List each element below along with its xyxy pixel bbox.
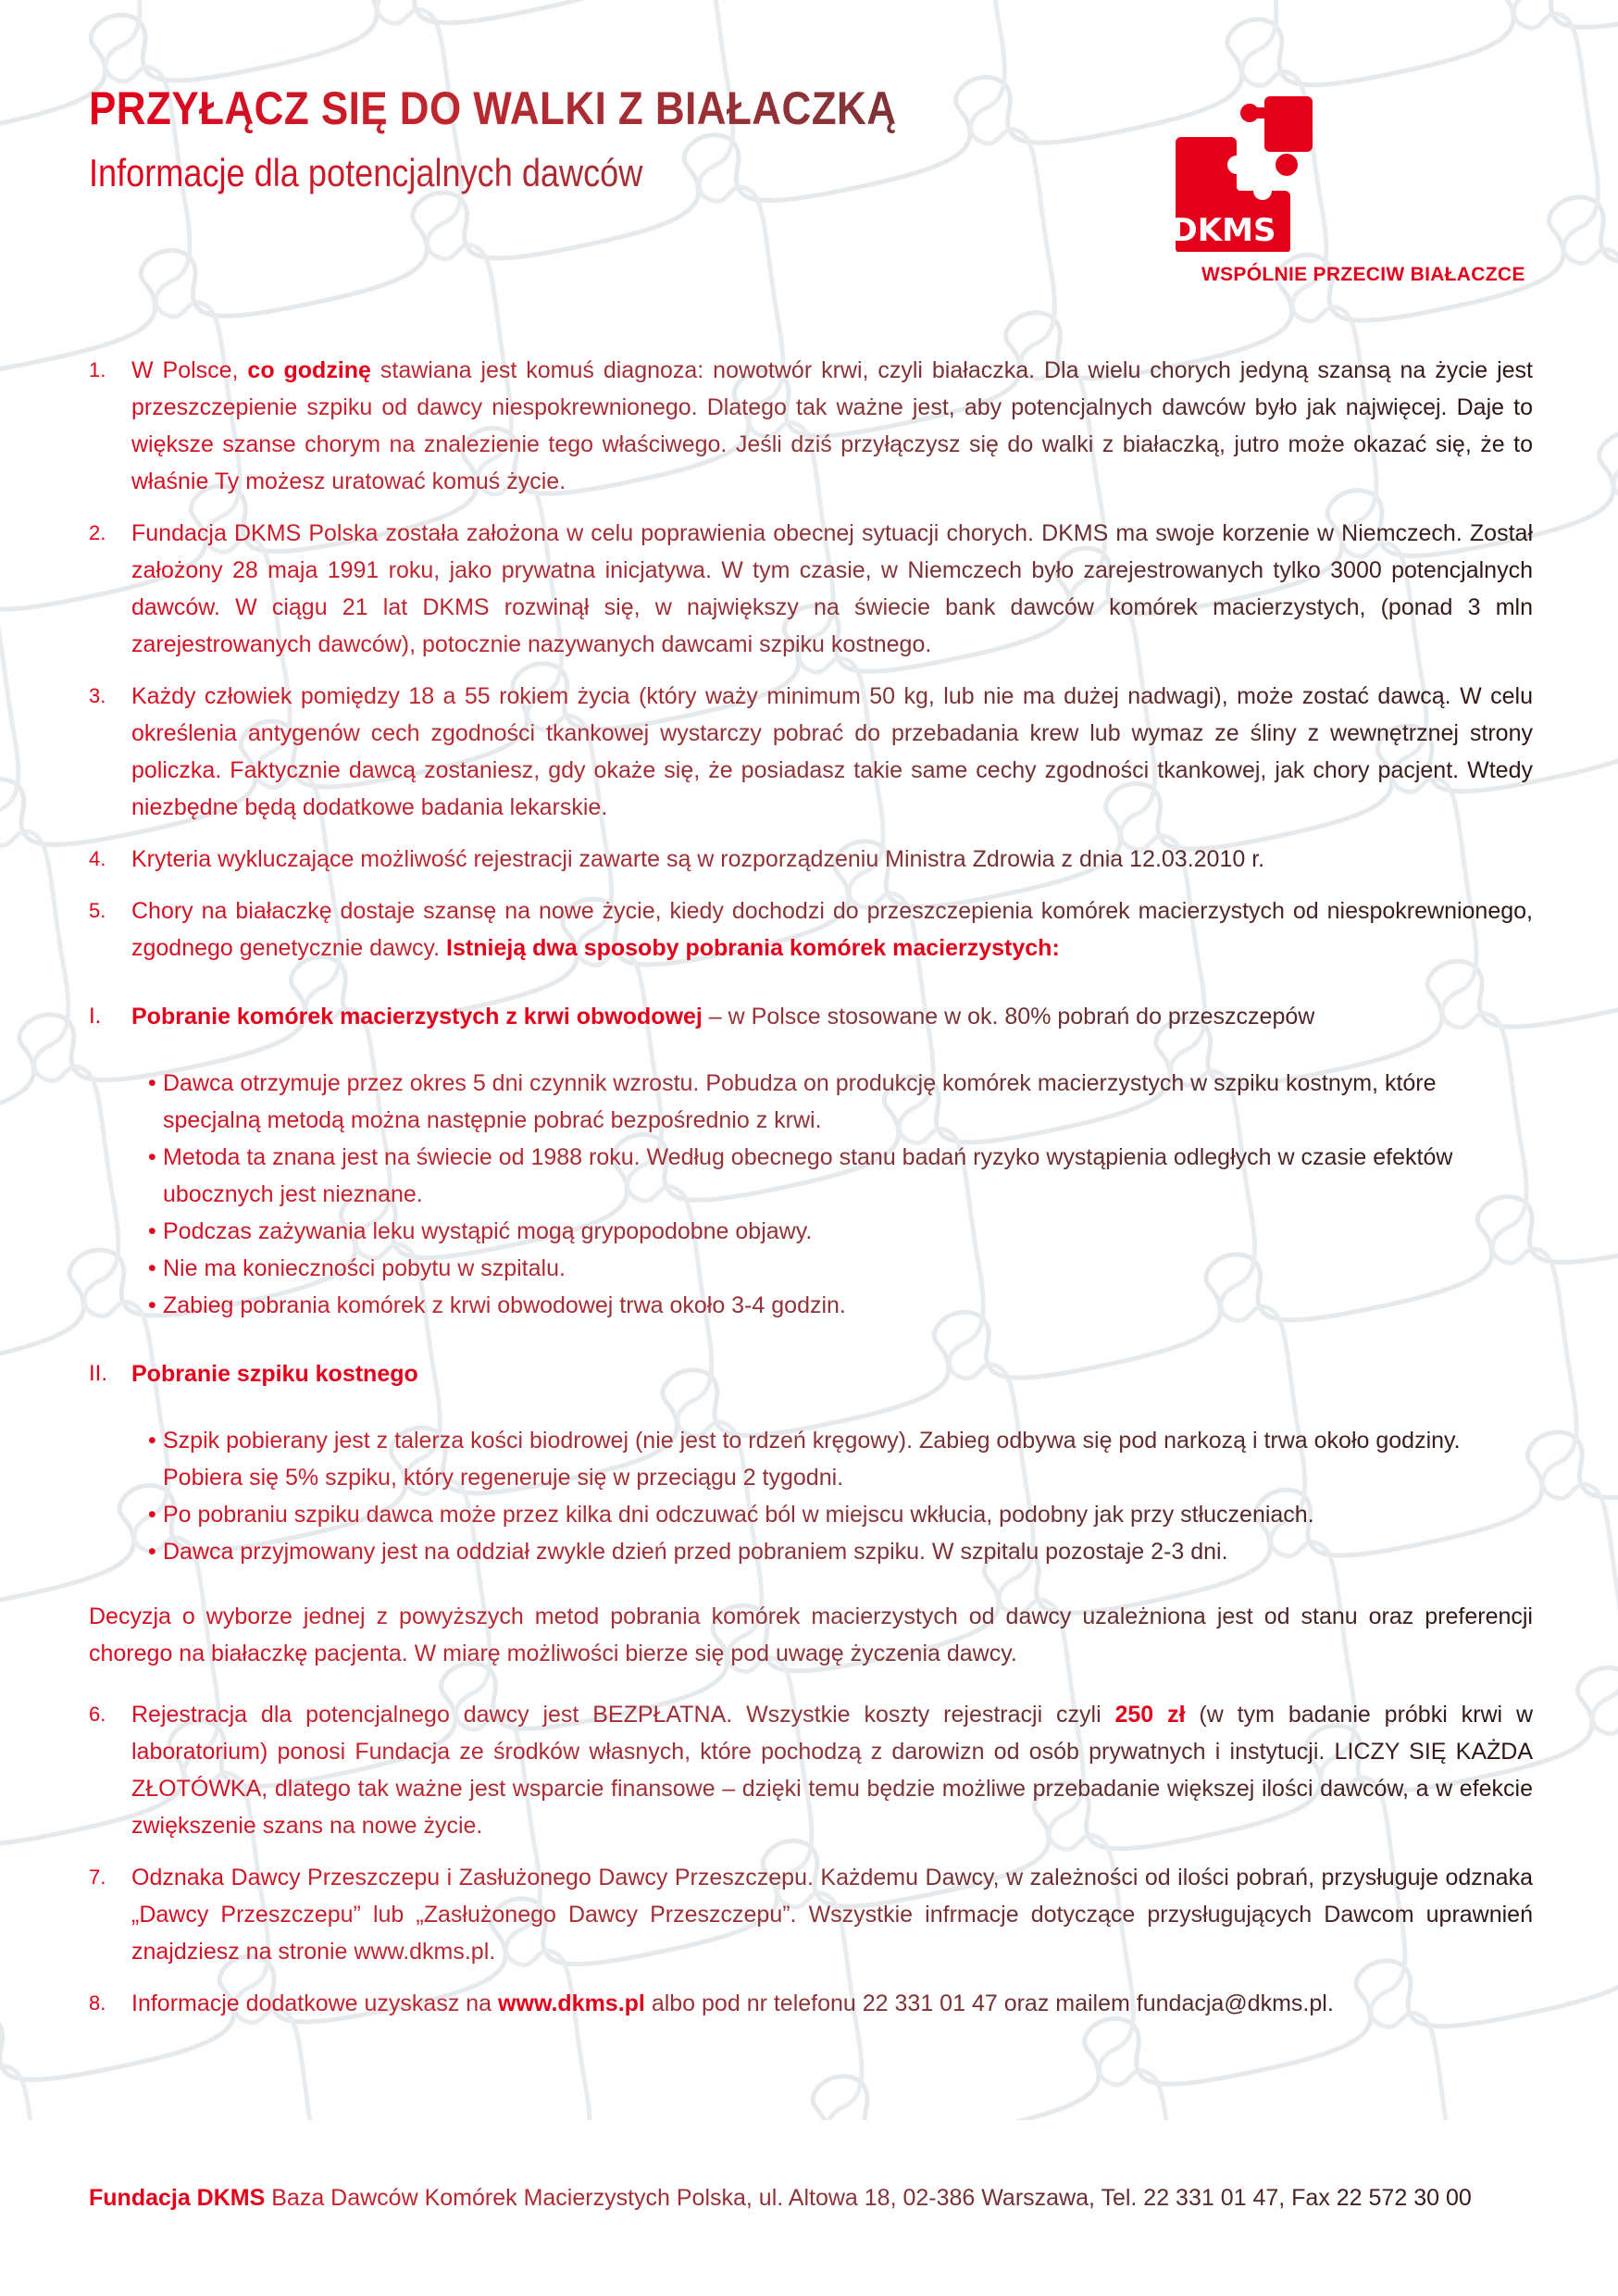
bullet-icon: •	[148, 1255, 156, 1281]
section-note: – w Polsce stosowane w ok. 80% pobrań do przeszczepów	[702, 1004, 1315, 1029]
list-item-2	[89, 515, 1533, 663]
dkms-logo	[1168, 85, 1316, 252]
item-text: W Polsce,	[131, 357, 248, 383]
bullet-icon: •	[148, 1292, 156, 1318]
item-text: Kryteria wykluczające możliwość rejestracji zawarte są w rozporządzeniu Ministra Zdrowia z dnia 12.03.2010 r.	[131, 846, 1265, 872]
item-text: Każdy człowiek pomiędzy 18 a 55 rokiem życia (który waży minimum 50 kg, lub nie ma dużej nadwagi), może zostać dawcą. W celu określenia antygenów cech zgodności tkankowej wystarczy pobrać do przebadania krew lub wymaz ze śliny z wewnętrznej strony policzka. Faktycznie dawcą zostaniesz, gdy okaże się, że posiadasz takie same cechy zgodności tkankowej, jak chory pacjent. Wtedy niezbędne będą dodatkowe badania lekarskie.	[131, 683, 1533, 820]
section-title: Pobranie komórek macierzystych z krwi obwodowej	[131, 1004, 703, 1029]
section-title: Pobranie szpiku kostnego	[131, 1361, 418, 1387]
puzzle-piece-icon	[1240, 96, 1313, 176]
item-text: Fundacja DKMS Polska została założona w celu poprawienia obecnej sytuacji chorych. DKMS ma swoje korzenie w Niemczech. Został założony 28 maja 1991 roku, jako prywatna inicjatywa. W tym czasie, w Niemczech było zarejestrowanych tylko 3000 potencjalnych dawców. W ciągu 21 lat DKMS rozwinął się, w największy na świecie bank dawców komórek macierzystych, (ponad 3 mln zarejestrowanych dawców), potocznie nazywanych dawcami szpiku kostnego.	[131, 520, 1533, 657]
page-subtitle: Informacje dla potencjalnych dawców	[89, 151, 643, 194]
item-number: 5.	[89, 899, 106, 922]
highlight-text: co godzinę	[247, 357, 371, 383]
item-text: albo pod nr telefonu 22 331 01 47 oraz mailem fundacja@dkms.pl.	[644, 1990, 1334, 2016]
price-highlight: 250 zł	[1114, 1702, 1186, 1728]
logo-text: DKMS	[1171, 212, 1276, 249]
bullet-icon: •	[148, 1428, 156, 1454]
content	[89, 352, 1533, 2037]
bullet-icon: •	[148, 1502, 156, 1528]
method-peripheral-blood	[89, 998, 1533, 1035]
list-item-5	[89, 892, 1533, 967]
website-link[interactable]: www.dkms.pl	[498, 1990, 645, 2016]
list-item-1	[89, 352, 1533, 500]
list-item-4	[89, 841, 1533, 878]
list-item-7	[89, 1859, 1533, 1970]
bullet-icon: •	[148, 1218, 156, 1244]
item-number: 8.	[89, 1991, 106, 2015]
footer-details: Baza Dawców Komórek Macierzystych Polska, ul. Altowa 18, 02-386 Warszawa, Tel. 22 331 01 47, Fax 22 572 30 00	[265, 2185, 1472, 2211]
page-title: PRZYŁĄCZ SIĘ DO WALKI Z BIAŁACZKĄ	[89, 82, 897, 134]
bullet-item: • Dawca otrzymuje przez okres 5 dni czynnik wzrostu. Pobudza on produkcję komórek macierzystych w szpiku kostnym, które specjalną metodą można następnie pobrać bezpośrednio z krwi.	[150, 1065, 1533, 1139]
logo-tagline: WSPÓLNIE PRZECIW BIAŁACZCE	[1201, 264, 1525, 285]
item-number: 3.	[89, 684, 106, 707]
footer-org: Fundacja DKMS	[89, 2185, 266, 2211]
bullet-list-method-2	[89, 1422, 1533, 1570]
item-number: 4.	[89, 847, 106, 870]
decision-paragraph: Decyzja o wyborze jednej z powyższych metod pobrania komórek macierzystych od dawcy uzależniona jest od stanu oraz preferencji chorego na białaczkę pacjenta. W miarę możliwości bierze się pod uwagę życzenia dawcy.	[89, 1598, 1533, 1672]
list-item-3	[89, 678, 1533, 826]
highlight-text: Istnieją dwa sposoby pobrania komórek macierzystych:	[446, 935, 1060, 961]
footer	[89, 2185, 1472, 2212]
item-number: 6.	[89, 1703, 106, 1726]
list-item-6	[89, 1696, 1533, 1844]
bullet-item: • Dawca przyjmowany jest na oddział zwykle dzień przed pobraniem szpiku. W szpitalu pozostaje 2-3 dni.	[150, 1533, 1533, 1570]
bullet-item: • Nie ma konieczności pobytu w szpitalu.	[150, 1250, 1533, 1287]
item-text: Odznaka Dawcy Przeszczepu i Zasłużonego Dawcy Przeszczepu. Każdemu Dawcy, w zależności od ilości pobrań, przysługuje odznaka „Dawcy Przeszczepu” lub „Zasłużonego Dawcy Przeszczepu”. Wszystkie infrmacje dotyczące przysługujących Dawcom uprawnień znajdziesz na stronie www.dkms.pl.	[131, 1865, 1533, 1965]
section-number: II.	[89, 1361, 108, 1386]
list-item-8	[89, 1985, 1533, 2022]
section-number: I.	[89, 1004, 102, 1029]
item-text: (w tym badanie próbki krwi w laboratorium) ponosi Fundacja ze środków własnych, które pochodzą z darowizn od osób prywatnych i instytucji. LICZY SIĘ KAŻDA ZŁOTÓWKA, dlatego tak ważne jest wsparcie finansowe – dzięki temu będzie możliwe przebadanie większej ilości dawców, a w efekcie zwiększenie szans na nowe życie.	[131, 1702, 1533, 1839]
bullet-item: • Szpik pobierany jest z talerza kości biodrowej (nie jest to rdzeń kręgowy). Zabieg odbywa się pod narkozą i trwa około godziny. Pobiera się 5% szpiku, który regeneruje się w przeciągu 2 tygodni.	[150, 1422, 1533, 1496]
item-text: Rejestracja dla potencjalnego dawcy jest BEZPŁATNA. Wszystkie koszty rejestracji czyli	[131, 1702, 1115, 1728]
method-bone-marrow	[89, 1355, 1533, 1392]
item-number: 7.	[89, 1866, 106, 1889]
item-number: 1.	[89, 358, 106, 381]
item-text: Informacje dodatkowe uzyskasz na	[131, 1990, 499, 2016]
bullet-item: • Podczas zażywania leku wystąpić mogą grypopodobne objawy.	[150, 1213, 1533, 1250]
bullet-item: • Metoda ta znana jest na świecie od 1988 roku. Według obecnego stanu badań ryzyko wystąpienia odległych w czasie efektów ubocznych jest nieznane.	[150, 1139, 1533, 1213]
item-number: 2.	[89, 521, 106, 544]
item-text: stawiana jest komuś diagnoza: nowotwór krwi, czyli białaczka. Dla wielu chorych jedyną szansą na życie jest przeszczepienie szpiku od dawcy niespokrewnionego. Dlatego tak ważne jest, aby potencjalnych dawców było jak najwięcej. Daje to większe szanse chorym na znalezienie tego właściwego. Jeśli dziś przyłączysz się do walki z białaczką, jutro może okazać się, że to właśnie Ty możesz uratować komuś życie.	[131, 357, 1533, 494]
item-text: Chory na białaczkę dostaje szansę na nowe życie, kiedy dochodzi do przeszczepienia komórek macierzystych od niespokrewnionego, zgodnego genetycznie dawcy.	[131, 898, 1533, 961]
bullet-item: • Po pobraniu szpiku dawca może przez kilka dni odczuwać ból w miejscu wkłucia, podobny jak przy stłuczeniach.	[150, 1496, 1533, 1533]
bullet-icon: •	[148, 1539, 156, 1565]
bullet-icon: •	[148, 1144, 156, 1170]
bullet-list-method-1	[89, 1065, 1533, 1324]
bullet-item: • Zabieg pobrania komórek z krwi obwodowej trwa około 3-4 godzin.	[150, 1287, 1533, 1324]
bullet-icon: •	[148, 1070, 156, 1096]
